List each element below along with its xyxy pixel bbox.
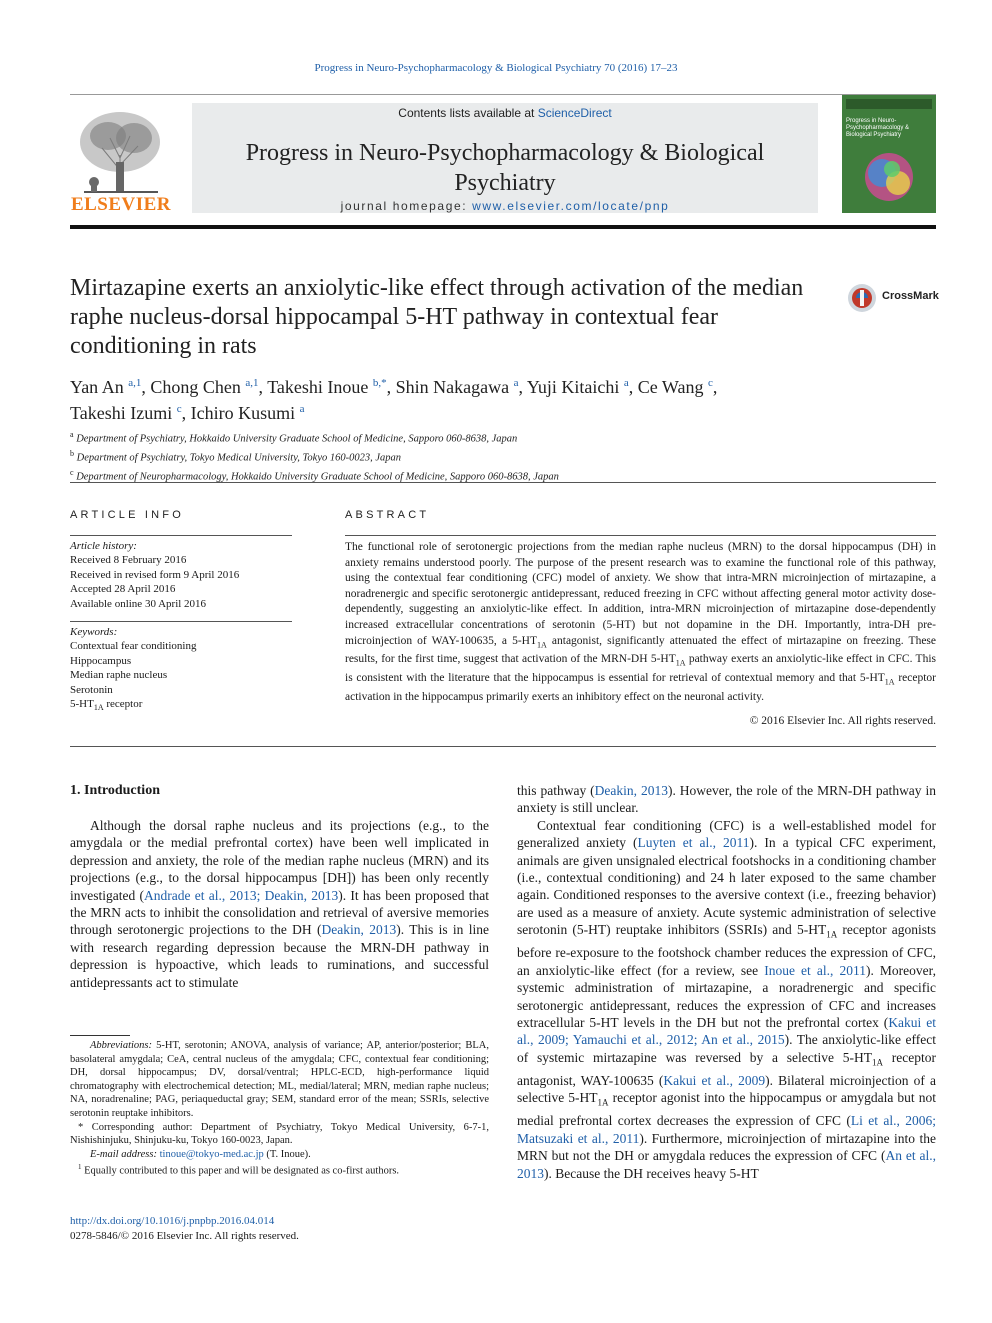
- citation-link[interactable]: Kakui et al., 2009: [663, 1072, 766, 1088]
- publisher-wordmark: ELSEVIER: [70, 194, 172, 215]
- page-footer: [70, 1214, 299, 1244]
- homepage-link[interactable]: www.elsevier.com/locate/pnp: [472, 199, 670, 213]
- author[interactable]: Shin Nakagawa $^a$: [395, 377, 519, 397]
- divider: [345, 535, 936, 536]
- footnotes: Abbreviations: 5-HT, serotonin; ANOVA, analysis of variance; AP, anterior/posterior; BLA, basolateral amygdala; CeA, central nucleus of the amygdala; CFC, contextual fear conditioning; DH, dorsal hippocampus; DV, dorsal/ventral; HPLC-ECD, high-performance liquid chromatography with electrochemical detection; ML, medial/lateral; MRN, median raphe nucleus; NA, noradrenaline; PAG, periaqueductal gray; SEM, standard error of the mean; SSRIs, selective serotonin reuptake inhibitors. * Corresponding author: Department of Psychiatry, Tokyo Medical University, 6-7-1, Nishishinjuku, Shinjuku-ku, Tokyo 160-0023, Japan. E-mail address: tinoue@tokyo-med.ac.jp (T. Inoue). $^1$ Equally contributed to this paper and will be designated as co-first authors.: [70, 1040, 489, 1177]
- intro-left-column: Although the dorsal raphe nucleus and its projections (e.g., to the amygdala or the medial prefrontal cortex) have been well implicated in depression and anxiety, the role of the median raphe nucleus (MRN) and its projections (e.g., to the dorsal hippocampus [DH]) has been only recently investigated (Andrade et al., 2013; Deakin, 2013). It has been proposed that the MRN acts to inhibit the consolidation and retrieval of aversive memories through serotonergic projections to the DH (Deakin, 2013). This is in line with research regarding depression because the MRN-DH pathway in depression is hypoactive, which leads to ruminations, and successful antidepressants act to stimulate: [70, 818, 490, 990]
- citation-link[interactable]: Kakui et al., 2009; Yamauchi et al., 2012; An et al., 2015: [517, 1014, 936, 1048]
- citation-link[interactable]: Deakin, 2013: [594, 783, 668, 798]
- homepage-line: journal homepage: www.elsevier.com/locate/pnp: [340, 199, 670, 213]
- author[interactable]: Takeshi Izumi $^c$: [70, 403, 182, 423]
- citation-link[interactable]: Li et al., 2006; Matsuzaki et al., 2011: [517, 1113, 936, 1146]
- citation-link[interactable]: Deakin, 2013: [321, 922, 397, 938]
- keyword: Hippocampus: [70, 654, 132, 667]
- affiliation-list: [70, 428, 870, 485]
- header-rule: [70, 94, 936, 95]
- affiliation: $^c$ Department of Neuropharmacology, Hokkaido University Graduate School of Medicine, Sapporo 060-8638, Japan: [70, 468, 559, 483]
- journal-citation[interactable]: Progress in Neuro-Psychopharmacology & Biological Psychiatry 70 (2016) 17–23: [314, 62, 678, 74]
- keyword: Median raphe nucleus: [70, 669, 168, 682]
- section-heading: 1. Introduction: [70, 783, 160, 798]
- affiliation: $^a$ Department of Psychiatry, Hokkaido University Graduate School of Medicine, Sapporo 060-8638, Japan: [70, 430, 518, 445]
- intro-right-column: this pathway (Deakin, 2013). However, the role of the MRN-DH pathway in anxiety is still unclear. Contextual fear conditioning (CFC) is a well-established model for generalized anxiety (Luyten et al., 2011). In a typical CFC experiment, animals are given unsignaled electrical footshocks in a conditioning chamber (i.e., contextual conditioning) and 24 h later exposed to the same chamber again. Conditioned responses to the aversive context (i.e., freezing behavior) are used as a measure of anxiety. Acute systemic administration of selective serotonin (5-HT) reuptake inhibitors (SSRIs) and $5-HT_{1A}$ receptor agonists before re-exposure to the footshock chamber reduces the expression of CFC, an anxiolytic-like effect (for a review, see Inoue et al., 2011). Moreover, systemic administration of mirtazapine, a noradrenergic and specific serotonergic antidepressant, reduces the expression of CFC and increases extracellular 5-HT levels in the DH but not the prefrontal cortex (Kakui et al., 2009; Yamauchi et al., 2012; An et al., 2015). The anxiolytic-like effect of systemic mirtazapine was reversed by a selective $5-HT_{1A}$ receptor antagonist, WAY-100635 (Kakui et al., 2009). Bilateral microinjection of a selective $5-HT_{1A}$ receptor agonist into the hippocampus or amygdala but not medial prefrontal cortex decreases the expression of CFC (Li et al., 2006; Matsuzaki et al., 2011). Furthermore, microinjection of mirtazapine into the MRN but not the DH or amygdala reduces the expression of CFC (An et al., 2013). Because the DH receives heavy 5-HT: [517, 783, 937, 1181]
- footnote-rule: [70, 1035, 130, 1036]
- author[interactable]: Yuji Kitaichi $^a$: [526, 377, 629, 397]
- cover-title: Progress in Neuro-Psychopharmacology & Biological Psychiatry: [846, 118, 910, 138]
- citation-link[interactable]: Inoue et al., 2011: [764, 962, 866, 978]
- journal-cover: [842, 95, 936, 213]
- article-title: Mirtazapine exerts an anxiolytic-like effect through activation of the median raphe nucleus-dorsal hippocampal 5-HT pathway in contextual fear conditioning in rats: [70, 275, 804, 359]
- keywords: Keywords: Contextual fear conditioning Hippocampus Median raphe nucleus Serotonin $5-HT_{1A}$ receptor: [70, 625, 292, 716]
- author[interactable]: Ichiro Kusumi $^a$: [190, 403, 305, 423]
- keyword: Serotonin: [70, 683, 113, 696]
- divider: [70, 746, 936, 747]
- author[interactable]: Takeshi Inoue $^{b,*}$: [267, 377, 387, 397]
- header-thick-rule: [70, 225, 936, 229]
- issn-line: 0278-5846/© 2016 Elsevier Inc. All rights reserved.: [70, 1230, 299, 1242]
- article-history: Article history: Received 8 February 2016 Received in revised form 9 April 2016 Accepted 28 April 2016 Available online 30 April 2016: [70, 540, 240, 610]
- divider: [70, 621, 292, 622]
- abstract-body: The functional role of serotonergic projections from the median raphe nucleus (MRN) to the dorsal hippocampus (DH) in anxiety remains understood poorly. The purpose of the present research was to examine the functional role of this pathway, using the contextual fear conditioning (CFC) model of anxiety. We show that intra-MRN microinjection of mirtazapine, a noradrenergic and specific serotonergic antidepressant, reduced freezing in CFC without affecting general motor activity dose-dependently, suggesting an anxiolytic-like effect. In addition, intra-MRN microinjection of mirtazapine dose-dependently increased extracellular concentrations of serotonin (5-HT) but not dopamine in the DH. Importantly, intra-DH pre-microinjection of WAY-100635, a $5-HT_{1A}$ antagonist, significantly attenuated the effect of mirtazapine on freezing. These results, for the first time, suggest that activation of the MRN-DH $5-HT_{1A}$ pathway exerts an anxiolytic-like effect in CFC. This is consistent with the literature that the hippocampus is essential for retrieval of contextual memory and that $5-HT_{1A}$ receptor activation in the hippocampus primarily exerts an inhibitory effect on the neuronal activity.: [345, 541, 937, 704]
- affiliation: $^b$ Department of Psychiatry, Tokyo Medical University, Tokyo 160-0023, Japan: [70, 449, 402, 464]
- email-link[interactable]: tinoue@tokyo-med.ac.jp: [159, 1148, 264, 1160]
- citation-link[interactable]: Andrade et al., 2013; Deakin, 2013: [144, 887, 339, 903]
- author[interactable]: Yan An $^{a,1}$: [70, 377, 142, 397]
- keyword: $5-HT_{1A}$ receptor: [70, 698, 143, 713]
- author-list: Yan An $^{a,1}$, Chong Chen $^{a,1}$, Takeshi Inoue $^{b,*}$, Shin Nakagawa $^a$, Yuji Kitaichi $^a$, Ce Wang $^c$, Takeshi Izumi $^c$, Ichiro Kusumi $^a$: [70, 377, 718, 423]
- crossmark-label[interactable]: CrossMark: [882, 290, 939, 302]
- citation-link[interactable]: Luyten et al., 2011: [637, 835, 750, 851]
- author[interactable]: Ce Wang $^c$: [637, 377, 713, 397]
- citation-link[interactable]: An et al., 2013: [517, 1148, 936, 1181]
- abstract-copyright: © 2016 Elsevier Inc. All rights reserved.: [749, 715, 936, 727]
- abstract-heading: ABSTRACT: [345, 509, 430, 521]
- divider: [70, 535, 292, 536]
- keyword: Contextual fear conditioning: [70, 640, 197, 653]
- contents-line: Contents lists available at ScienceDirect: [398, 106, 612, 120]
- divider: [70, 482, 936, 483]
- doi-link[interactable]: http://dx.doi.org/10.1016/j.pnpbp.2016.04.014: [70, 1215, 275, 1227]
- cover-art-image: [842, 95, 936, 213]
- sciencedirect-link[interactable]: ScienceDirect: [537, 106, 612, 120]
- journal-title: Progress in Neuro-Psychopharmacology & Biological Psychiatry: [245, 140, 765, 196]
- author[interactable]: Chong Chen $^{a,1}$: [150, 377, 259, 397]
- article-info-heading: ARTICLE INFO: [70, 509, 184, 521]
